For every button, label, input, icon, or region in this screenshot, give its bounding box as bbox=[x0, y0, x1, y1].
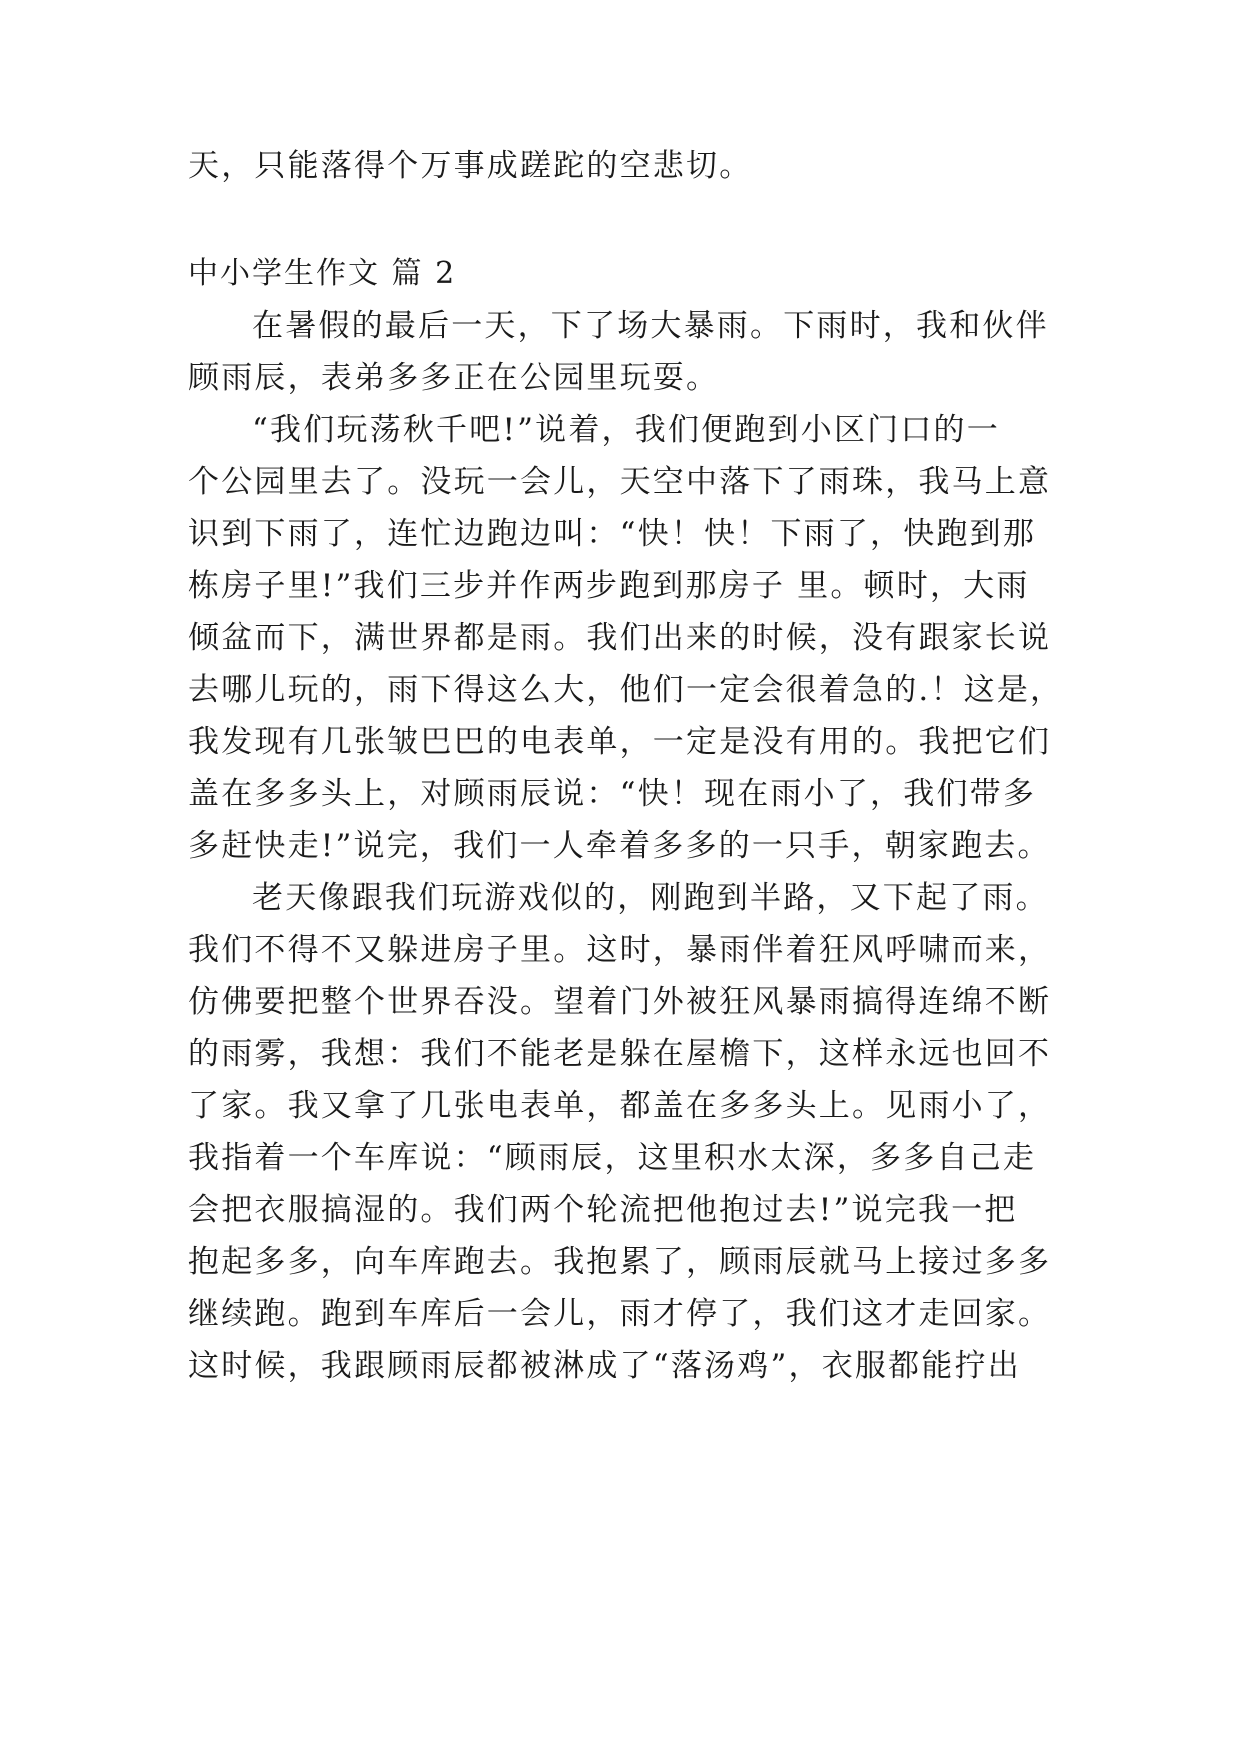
text-line: 倾盆而下，满世界都是雨。我们出来的时候，没有跟家长说 bbox=[188, 620, 1052, 656]
text-line: 会把衣服搞湿的。我们两个轮流把他抱过去!”说完我一把 bbox=[188, 1192, 1018, 1228]
text-line: “我们玩荡秋千吧!”说着，我们便跑到小区门口的一 bbox=[252, 412, 1000, 448]
text-line: 我发现有几张皱巴巴的电表单，一定是没有用的。我把它们 bbox=[188, 724, 1052, 760]
text-line: 这时候，我跟顾雨辰都被淋成了“落汤鸡”，衣服都能拧出 bbox=[188, 1348, 1021, 1384]
text-line: 我指着一个车库说：“顾雨辰，这里积水太深，多多自己走 bbox=[188, 1140, 1037, 1176]
text-line: 我们不得不又躲进房子里。这时，暴雨伴着狂风呼啸而来， bbox=[188, 932, 1052, 968]
text-line: 老天像跟我们玩游戏似的，刚跑到半路，又下起了雨。 bbox=[252, 880, 1049, 916]
intro-tail-line: 天，只能落得个万事成蹉跎的空悲切。 bbox=[188, 148, 753, 184]
text-line: 继续跑。跑到车库后一会儿，雨才停了，我们这才走回家。 bbox=[188, 1296, 1052, 1332]
text-line: 个公园里去了。没玩一会儿，天空中落下了雨珠，我马上意 bbox=[188, 464, 1052, 500]
text-line: 的雨雾，我想：我们不能老是躲在屋檐下，这样永远也回不 bbox=[188, 1036, 1052, 1072]
text-line: 盖在多多头上，对顾雨辰说：“快！现在雨小了，我们带多 bbox=[188, 776, 1037, 812]
text-line: 仿佛要把整个世界吞没。望着门外被狂风暴雨搞得连绵不断 bbox=[188, 984, 1052, 1020]
text-line: 多赶快走!”说完，我们一人牵着多多的一只手，朝家跑去。 bbox=[188, 828, 1051, 864]
text-line: 抱起多多，向车库跑去。我抱累了，顾雨辰就马上接过多多 bbox=[188, 1244, 1052, 1280]
text-line: 去哪儿玩的，雨下得这么大，他们一定会很着急的.！这是， bbox=[188, 672, 1064, 708]
text-line: 了家。我又拿了几张电表单，都盖在多多头上。见雨小了， bbox=[188, 1088, 1052, 1124]
text-line: 顾雨辰，表弟多多正在公园里玩耍。 bbox=[188, 360, 720, 396]
text-line: 在暑假的最后一天，下了场大暴雨。下雨时，我和伙伴 bbox=[252, 308, 1049, 344]
text-line: 识到下雨了，连忙边跑边叫：“快！快！下雨了，快跑到那 bbox=[188, 516, 1037, 552]
section-heading: 中小学生作文 篇 2 bbox=[188, 256, 457, 291]
text-line: 栋房子里!”我们三步并作两步跑到那房子 里。顿时，大雨 bbox=[188, 568, 1030, 604]
